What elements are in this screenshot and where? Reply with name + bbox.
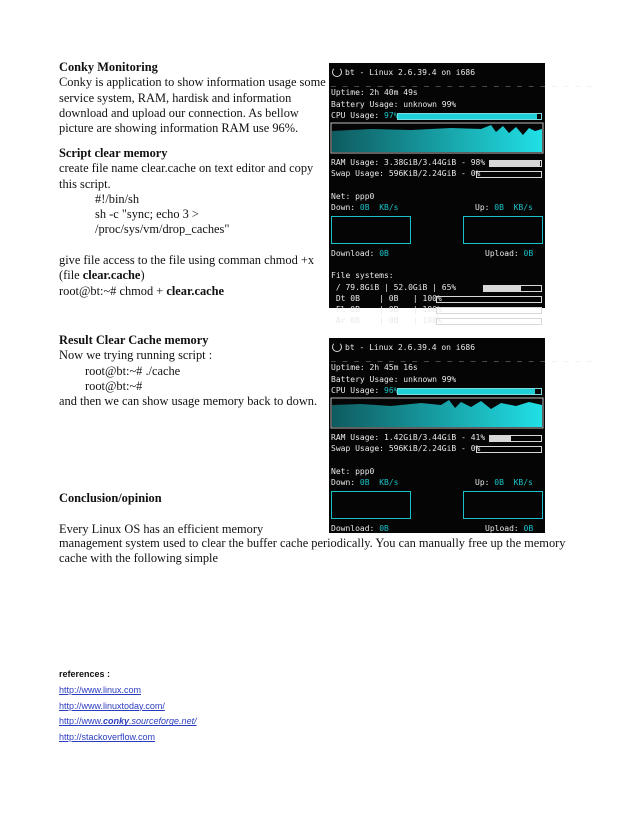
fs-root — [329, 282, 545, 293]
down-unit: KB/s — [379, 203, 399, 213]
battery-usage: Battery Usage: unknown 99% — [331, 99, 457, 109]
fs-row-bar-fill — [437, 319, 541, 324]
body-line: cache with the following simple — [59, 551, 218, 566]
section-conclusion — [59, 491, 263, 537]
conky-title — [329, 67, 545, 78]
link-bold: conky — [103, 716, 130, 727]
cpu-bar-fill — [398, 389, 535, 394]
fs-row — [329, 315, 545, 326]
down-label: Down: — [331, 478, 356, 488]
body-line: Conky is application to show information usage some — [59, 75, 326, 90]
swap-bar — [476, 171, 542, 178]
download-value: 0B — [379, 523, 389, 533]
file-pre: (file — [59, 268, 83, 283]
conky-title-text: bt - Linux 2.6.39.4 on i686 — [345, 343, 476, 352]
conclusion-continued — [59, 536, 584, 567]
battery-usage: Battery Usage: unknown 99% — [331, 374, 457, 384]
heading-conclusion: Conclusion/opinion — [59, 491, 162, 505]
divider: _ _ _ _ _ _ _ _ _ _ _ _ _ _ _ _ _ _ _ _ _ _ _ — [331, 353, 593, 363]
ram-label: RAM Usage: — [331, 158, 380, 168]
net-interface: Net: ppp0 — [331, 192, 375, 202]
heading-conky-monitoring: Conky Monitoring — [59, 60, 158, 74]
conky-title — [329, 342, 545, 353]
references — [59, 667, 197, 746]
section-conky-monitoring — [59, 60, 326, 136]
fs-row-bar — [436, 307, 542, 314]
cpu-graph — [331, 398, 543, 428]
reference-link-conky[interactable] — [59, 714, 197, 730]
net-totals — [329, 523, 545, 534]
code-line: root@bt:~# ./cache — [85, 363, 181, 378]
down-value: 0B — [359, 203, 370, 213]
fs-row-text: Dt 0B | 0B | 100% — [331, 293, 442, 303]
ram-value: 1.42GiB/3.44GiB - 41% — [384, 433, 486, 443]
section-result-clear-cache — [59, 333, 317, 409]
section-script-clear-memory — [59, 146, 314, 299]
cpu-usage — [329, 110, 545, 121]
cpu-usage — [329, 385, 545, 396]
ram-label: RAM Usage: — [331, 433, 380, 443]
swap-usage — [329, 168, 545, 179]
references-heading: references : — [59, 669, 111, 679]
spacer — [59, 506, 263, 521]
net-graphs — [329, 489, 545, 523]
up-group — [475, 477, 533, 488]
net-interface: Net: ppp0 — [331, 467, 375, 477]
fs-root-bar-fill — [484, 286, 521, 291]
reference-link-linux[interactable]: http://www.linux.com — [59, 684, 142, 695]
heading-script-clear-memory: Script clear memory — [59, 146, 168, 160]
fs-row — [329, 293, 545, 304]
swap-label: Swap Usage: — [331, 169, 384, 179]
upload-value: 0B — [523, 523, 534, 533]
filesystems-label: File systems: — [331, 271, 394, 281]
fs-root-text: / 79.8GiB | 52.0GiB | 65% — [331, 282, 457, 292]
download-label: Download: — [331, 523, 375, 533]
down-label: Down: — [331, 203, 356, 213]
conky-title-text: bt - Linux 2.6.39.4 on i686 — [345, 68, 476, 77]
body-line: picture are showing information RAM use 96%. — [59, 121, 299, 136]
net-speeds — [329, 202, 545, 213]
body-line: create file name clear.cache on text editor and copy — [59, 161, 314, 176]
cpu-bar-fill — [398, 114, 537, 119]
up-unit: KB/s — [513, 478, 533, 488]
link-post: .sourceforge.net/ — [129, 716, 197, 727]
fs-row-bar — [436, 318, 542, 325]
upload-label: Upload: — [485, 248, 519, 258]
upload-label: Upload: — [485, 523, 519, 533]
heading-result-clear-cache: Result Clear Cache memory — [59, 333, 209, 347]
fs-root-bar — [483, 285, 542, 292]
ram-usage — [329, 157, 545, 168]
body-line: give file access to the file using comman chmod +x — [59, 253, 315, 268]
upload-value: 0B — [523, 248, 534, 258]
ram-value: 3.38GiB/3.44GiB - 98% — [384, 158, 486, 168]
net-speeds — [329, 477, 545, 488]
ram-bar — [489, 435, 542, 442]
file-name: clear.cache — [82, 268, 141, 283]
down-unit: KB/s — [379, 478, 399, 488]
down-value: 0B — [359, 478, 370, 488]
code-line: sh -c "sync; echo 3 > — [95, 207, 199, 222]
uptime: Uptime: 2h 45m 16s — [331, 363, 418, 373]
cpu-value: 97% — [384, 110, 399, 120]
up-value: 0B — [494, 478, 504, 488]
body-line: this script. — [59, 176, 111, 191]
code-line: root@bt:~# — [85, 378, 143, 393]
cpu-graph — [331, 123, 543, 153]
file-post: ) — [140, 268, 145, 283]
link-pre: http://www. — [59, 716, 104, 727]
up-label: Up: — [475, 203, 490, 213]
ram-bar-fill — [490, 436, 511, 441]
net-graphs — [329, 214, 545, 248]
conky-screenshot-before — [329, 63, 593, 326]
spacer — [329, 180, 545, 191]
cpu-bar — [397, 388, 542, 395]
body-line: Now we trying running script : — [59, 348, 213, 363]
conky-logo-icon — [332, 342, 342, 352]
cmd-pre: root@bt:~# chmod + — [59, 283, 167, 298]
cpu-graph-svg — [331, 123, 543, 153]
swap-value: 596KiB/2.24GiB - 0% — [388, 444, 481, 454]
chmod-line — [59, 284, 314, 299]
cpu-graph-svg — [331, 398, 543, 428]
body-line: and then we can show usage memory back to down. — [59, 394, 318, 409]
uptime: Uptime: 2h 40m 49s — [331, 88, 418, 98]
fs-row-text: Fl 0B | 0B | 100% — [331, 305, 442, 315]
upload-group — [485, 248, 533, 259]
body-line: management system used to clear the buffer cache periodically. You can manually free up the memory — [59, 536, 566, 550]
up-value: 0B — [494, 203, 504, 213]
fs-row — [329, 304, 545, 315]
spacer — [59, 238, 314, 253]
body-line: Every Linux OS has an efficient memory — [59, 521, 264, 536]
spacer — [329, 455, 545, 466]
fs-row-text: Ar 0B | 0B | 100% — [331, 316, 442, 326]
fs-row-bar — [436, 296, 542, 303]
swap-usage — [329, 443, 545, 454]
code-line: #!/bin/sh — [95, 191, 140, 206]
divider: _ _ _ _ _ _ _ _ _ _ _ _ _ _ _ _ _ _ _ _ _ _ _ — [331, 78, 593, 88]
conky-screenshot-after — [329, 338, 593, 533]
download-label: Download: — [331, 248, 375, 258]
up-group — [475, 202, 533, 213]
cpu-bar — [397, 113, 542, 120]
ram-bar-fill — [490, 161, 540, 166]
download-graph — [331, 491, 411, 519]
up-unit: KB/s — [513, 203, 533, 213]
code-line: /proc/sys/vm/drop_caches" — [95, 222, 230, 237]
upload-graph — [463, 216, 543, 244]
file-line — [59, 268, 314, 283]
cmd-file: clear.cache — [166, 283, 225, 298]
download-graph — [331, 216, 411, 244]
cpu-value: 96% — [384, 385, 399, 395]
upload-graph — [463, 491, 543, 519]
upload-group — [485, 523, 533, 534]
swap-label: Swap Usage: — [331, 444, 384, 454]
fs-row-bar-fill — [437, 297, 541, 302]
swap-value: 596KiB/2.24GiB - 0% — [388, 169, 481, 179]
swap-bar — [476, 446, 542, 453]
download-value: 0B — [379, 248, 389, 258]
ram-bar — [489, 160, 542, 167]
spacer — [329, 259, 545, 270]
net-totals — [329, 248, 545, 259]
ram-usage — [329, 432, 545, 443]
fs-row-bar-fill — [437, 308, 541, 313]
conky-logo-icon — [332, 67, 342, 77]
reference-link-linuxtoday[interactable]: http://www.linuxtoday.com/ — [59, 700, 165, 711]
up-label: Up: — [475, 478, 490, 488]
reference-link-stackoverflow[interactable]: http://stackoverflow.com — [59, 732, 156, 743]
cpu-label: CPU Usage: — [331, 110, 380, 120]
cpu-label: CPU Usage: — [331, 385, 380, 395]
body-line: service system, RAM, hardisk and information — [59, 90, 292, 105]
body-line: download and upload our connection. As bellow — [59, 105, 299, 120]
